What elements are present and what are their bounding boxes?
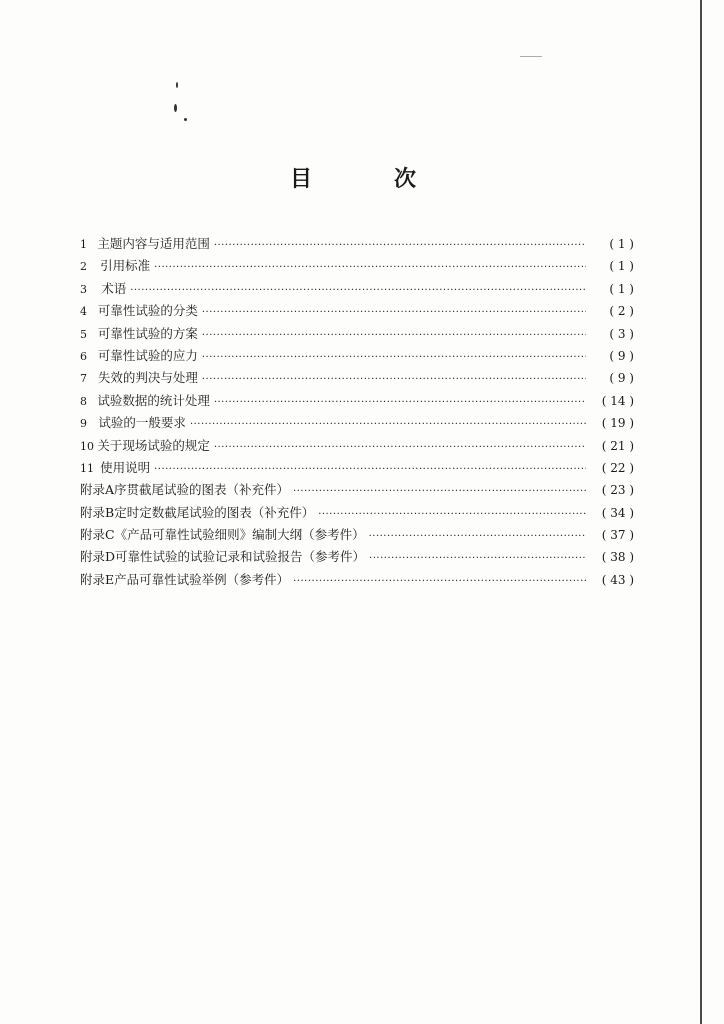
toc-page-number: ( 1 ) xyxy=(609,259,634,274)
toc-row[interactable] xyxy=(80,234,634,256)
scan-speck xyxy=(176,82,178,88)
toc-appendix-row[interactable] xyxy=(80,503,634,525)
toc-number: 3 xyxy=(80,282,87,296)
toc-page-number: ( 9 ) xyxy=(609,348,634,363)
toc-number: 1 xyxy=(80,238,87,251)
toc-label: 关于现场试验的规定 xyxy=(97,437,210,453)
toc-leader-dots xyxy=(293,576,586,587)
toc-leader-dots xyxy=(130,285,586,296)
toc-label: 术语 xyxy=(101,280,127,296)
table-of-contents xyxy=(80,234,634,592)
toc-number: 附录A xyxy=(80,482,115,498)
toc-page-number: ( 34 ) xyxy=(601,505,634,520)
toc-label: 试验的一般要求 xyxy=(98,415,186,431)
toc-number: 附录C xyxy=(80,527,115,543)
toc-leader-dots xyxy=(202,374,586,385)
toc-leader-dots xyxy=(202,330,586,341)
toc-leader-dots xyxy=(293,486,586,497)
toc-leader-dots xyxy=(154,262,586,273)
toc-label: 《产品可靠性试验细则》编制大纲（参考件） xyxy=(114,527,365,543)
toc-appendices xyxy=(80,480,634,592)
toc-row[interactable] xyxy=(80,346,634,368)
toc-number: 附录D xyxy=(80,549,116,565)
toc-label: 主题内容与适用范围 xyxy=(97,236,210,251)
toc-leader-dots xyxy=(214,442,586,453)
toc-row[interactable] xyxy=(80,256,634,278)
toc-leader-dots xyxy=(154,464,586,475)
toc-number: 11 xyxy=(80,461,94,475)
toc-number: 7 xyxy=(80,372,87,386)
toc-page-number: ( 22 ) xyxy=(601,460,634,475)
toc-number: 附录B xyxy=(80,504,115,520)
toc-number: 9 xyxy=(80,417,87,431)
toc-number: 10 xyxy=(80,439,94,453)
toc-appendix-row[interactable] xyxy=(80,570,634,592)
page-title: 目 次 xyxy=(289,167,446,192)
toc-leader-dots xyxy=(369,553,586,564)
toc-row[interactable] xyxy=(80,368,634,390)
toc-page-number: ( 23 ) xyxy=(601,483,634,498)
toc-label: 定时定数截尾试验的图表（补充件） xyxy=(114,504,315,520)
toc-row[interactable] xyxy=(80,458,634,480)
toc-label: 失效的判决与处理 xyxy=(97,370,198,386)
scan-speck xyxy=(174,104,177,112)
toc-row[interactable] xyxy=(80,391,634,413)
toc-label: 使用说明 xyxy=(100,459,151,475)
toc-appendix-row[interactable] xyxy=(80,480,634,502)
toc-page-number: ( 2 ) xyxy=(609,304,634,319)
toc-sections xyxy=(80,234,634,480)
toc-label: 可靠性试验的试验记录和试验报告（参考件） xyxy=(115,549,366,565)
toc-leader-dots xyxy=(214,397,586,408)
toc-leader-dots xyxy=(202,352,586,363)
scan-speck xyxy=(184,118,187,121)
toc-label: 试验数据的统计处理 xyxy=(97,392,210,408)
toc-leader-dots xyxy=(369,531,586,542)
toc-page-number: ( 1 ) xyxy=(609,237,634,251)
toc-page-number: ( 37 ) xyxy=(601,528,634,543)
toc-leader-dots xyxy=(190,419,586,430)
toc-number: 2 xyxy=(80,260,87,274)
toc-page-number: ( 38 ) xyxy=(601,550,634,565)
toc-appendix-row[interactable] xyxy=(80,547,634,569)
toc-row[interactable] xyxy=(80,324,634,346)
toc-leader-dots xyxy=(202,307,586,318)
toc-page-number: ( 21 ) xyxy=(601,438,634,453)
toc-label: 序贯截尾试验的图表（补充件） xyxy=(114,482,290,498)
toc-number: 6 xyxy=(80,349,87,363)
toc-leader-dots xyxy=(318,509,586,520)
toc-label: 引用标准 xyxy=(100,258,151,274)
toc-appendix-row[interactable] xyxy=(80,525,634,547)
toc-row[interactable] xyxy=(80,413,634,435)
toc-page-number: ( 43 ) xyxy=(601,572,634,587)
toc-label: 可靠性试验的方案 xyxy=(97,325,198,341)
toc-number: 4 xyxy=(80,305,87,319)
toc-row[interactable] xyxy=(80,301,634,323)
toc-label: 可靠性试验的应力 xyxy=(97,347,198,363)
toc-label: 可靠性试验的分类 xyxy=(97,303,198,319)
toc-page-number: ( 9 ) xyxy=(609,371,634,386)
toc-page-number: ( 1 ) xyxy=(609,281,634,296)
toc-row[interactable] xyxy=(80,436,634,458)
toc-number: 附录E xyxy=(80,571,115,587)
toc-page-number: ( 19 ) xyxy=(601,416,634,431)
toc-leader-dots xyxy=(214,240,586,251)
toc-label: 产品可靠性试验举例（参考件） xyxy=(114,571,290,587)
page-edge-rule xyxy=(700,0,702,1024)
toc-row[interactable] xyxy=(80,279,634,301)
toc-page-number: ( 3 ) xyxy=(609,326,634,341)
toc-number: 8 xyxy=(80,394,87,408)
scan-speck xyxy=(520,56,542,57)
toc-page-number: ( 14 ) xyxy=(601,393,634,408)
toc-number: 5 xyxy=(80,327,87,341)
